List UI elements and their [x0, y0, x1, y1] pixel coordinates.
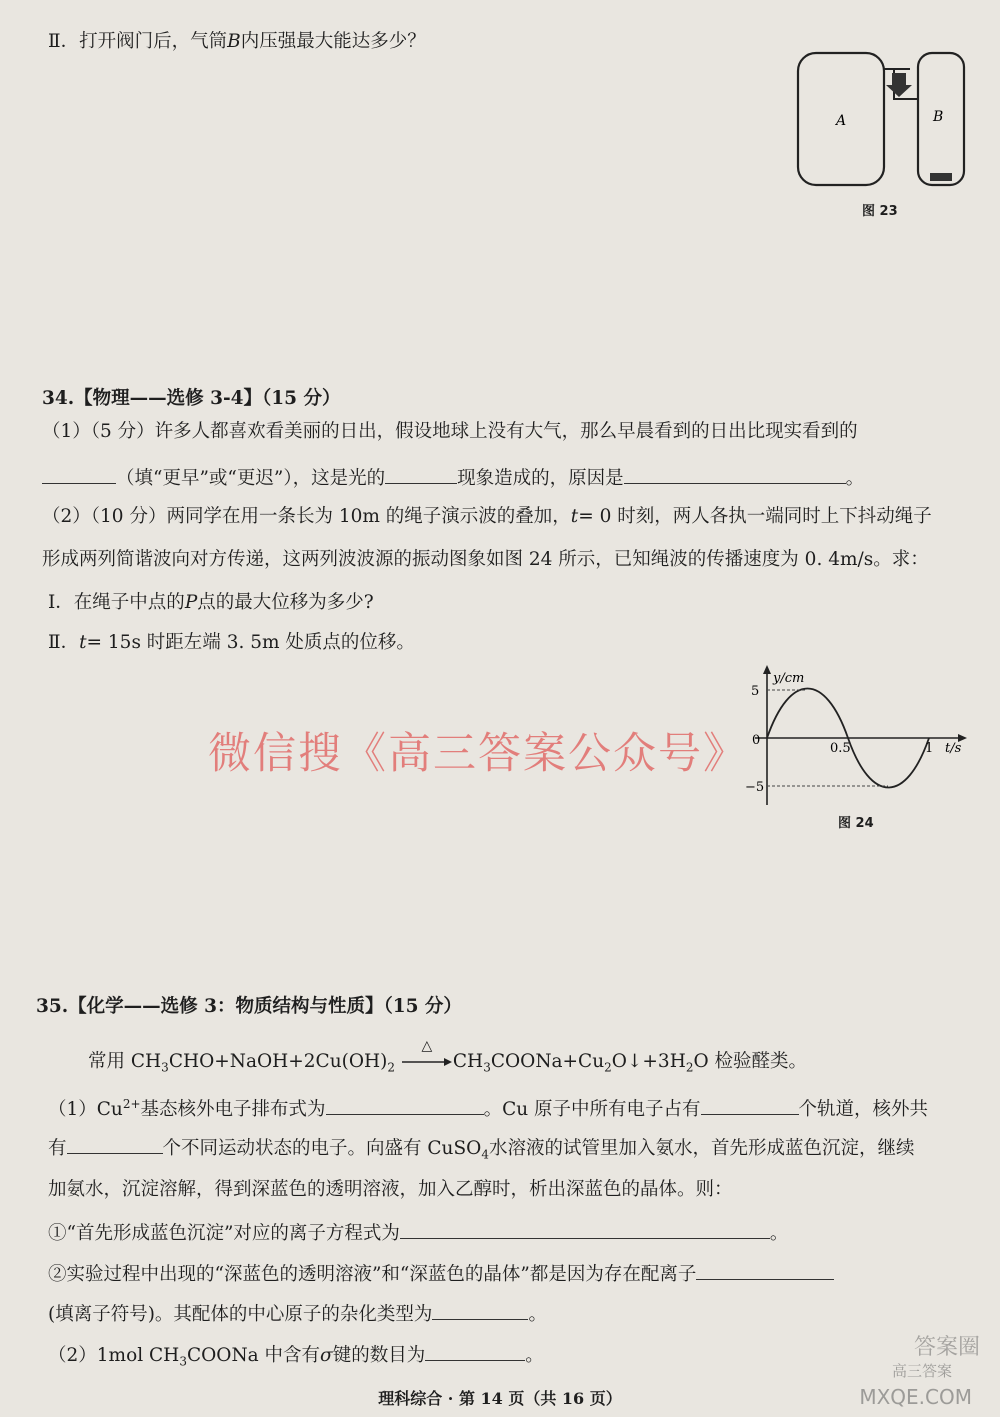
answer-blank[interactable]: [385, 465, 457, 484]
piston: [930, 173, 952, 181]
figure-23-caption: 图 23: [862, 204, 898, 219]
y-label: y/cm: [773, 671, 805, 686]
q35-c2-line2: (填离子符号)。其配体的中心原子的杂化类型为 。: [48, 1301, 547, 1327]
tick-0: 0: [752, 733, 761, 748]
figure-23: [790, 45, 970, 225]
q34-p1-line2: （填“更早”或“更迟”），这是光的 现象造成的，原因是 。: [42, 465, 864, 491]
tick-5: 5: [751, 684, 760, 699]
q34-question-ii: Ⅱ．t= 15s 时距左端 3. 5m 处质点的位移。: [48, 632, 415, 653]
site-logo: 答案圈: [913, 1335, 980, 1360]
q35-c1: ①“首先形成蓝色沉淀”对应的离子方程式为 。: [48, 1220, 788, 1246]
label-b: B: [933, 109, 944, 125]
q35-p1-line2: 有 个不同运动状态的电子。向盛有 CuSO$_4$水溶液的试管里加入氨水，首先形成蓝色沉淀，继续: [48, 1135, 914, 1167]
y-axis-arrow-icon: [763, 665, 771, 674]
answer-blank[interactable]: [42, 465, 116, 484]
figure-24: [735, 662, 975, 812]
page-footer: 理科综合 · 第 14 页（共 16 页）: [378, 1389, 622, 1408]
q35-c2-line1: ②实验过程中出现的“深蓝色的透明溶液”和“深蓝色的晶体”都是因为存在配离子: [48, 1261, 834, 1287]
q34-header: 34.【物理——选修 3-4】（15 分）: [42, 388, 341, 409]
answer-blank[interactable]: [400, 1220, 770, 1239]
q35-p1-line3: 加氨水，沉淀溶解，得到深蓝色的透明溶液，加入乙醇时，析出深蓝色的晶体。则：: [48, 1179, 733, 1200]
q35-reaction: 常用 $CH_3CHO+NaOH+2Cu(OH)_2$ △ $CH_3COONa+Cu_2O↓+3H_2O$ 检验醛类。: [88, 1038, 808, 1075]
tick-0-5: 0.5: [830, 741, 851, 756]
tick-1: 1: [925, 741, 934, 756]
answer-blank[interactable]: [326, 1096, 484, 1115]
t-label: t/s: [945, 741, 962, 756]
q34-p1-line1: （1）（5 分）许多人都喜欢看美丽的日出，假设地球上没有大气，那么早晨看到的日出比现实看到的: [42, 421, 858, 442]
valve-arrow-icon: [886, 73, 912, 97]
q35-header: 35.【化学——选修 3：物质结构与性质】（15 分）: [36, 996, 462, 1017]
q34-p2-line2: 形成两列简谐波向对方传递，这两列波波源的振动图象如图 24 所示，已知绳波的传播速度为 0. 4m/s。求：: [42, 549, 929, 570]
q34-p2-line1: （2）（10 分）两同学在用一条长为 10m 的绳子演示波的叠加，t= 0 时刻，两人各执一端同时上下抖动绳子: [42, 506, 932, 527]
heat-arrow: △: [401, 1050, 453, 1074]
site-logo-url: MXQE.COM: [859, 1385, 972, 1409]
answer-blank[interactable]: [67, 1135, 163, 1154]
q34-question-i: Ⅰ．在绳子中点的P点的最大位移为多少?: [48, 592, 374, 613]
watermark-text: 微信搜《高三答案公众号》: [208, 729, 748, 779]
answer-blank[interactable]: [624, 465, 846, 484]
q35-p1-line1: $(1)Cu^{2+}$基态核外电子排布式为 。Cu 原子中所有电子占有 个轨道，核外共: [48, 1097, 929, 1121]
tick-neg5: −5: [745, 780, 765, 795]
figure-24-caption: 图 24: [838, 816, 874, 831]
answer-blank[interactable]: [696, 1261, 834, 1280]
q35-p2: （2）1mol $CH_3COONa$ 中含有σ键的数目为 。: [48, 1342, 544, 1374]
right-arrow-icon: [401, 1057, 453, 1067]
answer-blank[interactable]: [701, 1096, 799, 1115]
logo-side-text: 高三答案: [891, 1362, 952, 1380]
label-a: A: [836, 113, 847, 129]
answer-blank[interactable]: [425, 1342, 525, 1361]
answer-blank[interactable]: [432, 1301, 528, 1320]
q33-part2: Ⅱ．打开阀门后，气筒B内压强最大能达多少？: [48, 31, 426, 52]
